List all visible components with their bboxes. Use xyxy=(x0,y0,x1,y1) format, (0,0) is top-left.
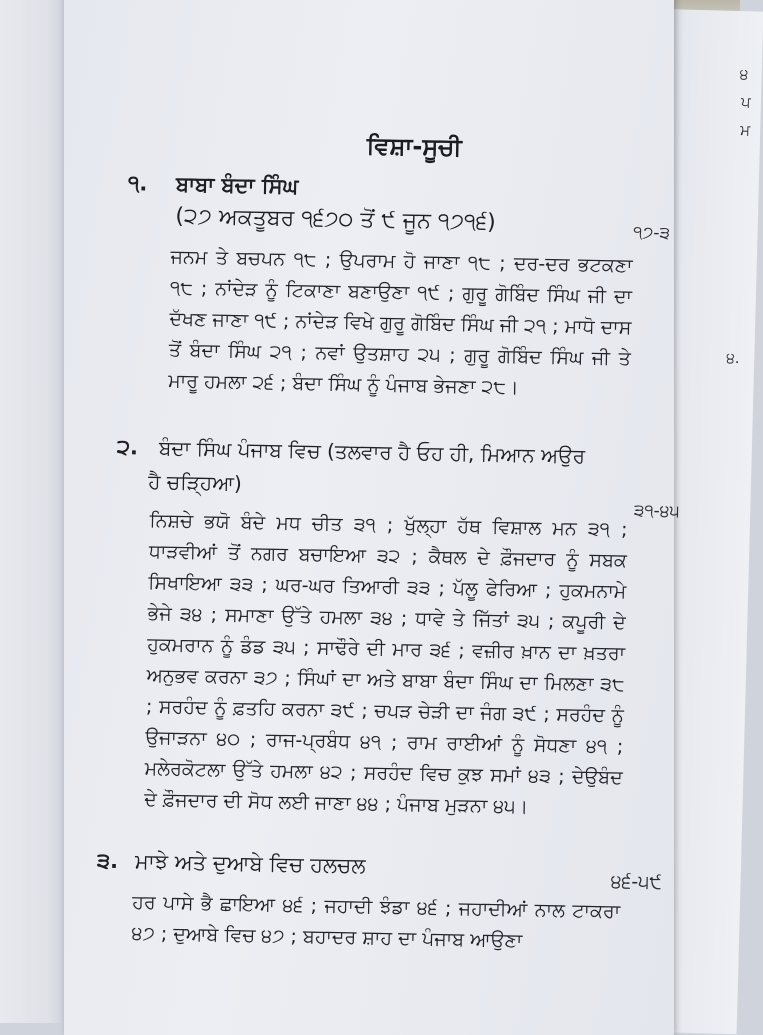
chapter-number: ੧. xyxy=(127,171,148,196)
next-page-fragment: ਮ xyxy=(740,121,751,140)
chapter-title: ਮਾਝੇ ਅਤੇ ਦੁਆਬੇ ਵਿਚ ਹਲਚਲ xyxy=(134,849,366,878)
chapter-page-range: ੪੬-੫੯ xyxy=(610,870,663,894)
chapter-page-range: ੧੭-੩ xyxy=(632,222,671,244)
page-title: ਵਿਸ਼ਾ-ਸੂਚੀ xyxy=(366,131,463,162)
chapter-title-continued: ਹੈ ਚੜ੍ਹਿਆ) xyxy=(148,469,242,496)
next-page-fragment: ੪ xyxy=(739,65,749,84)
chapter-contents: ਜਨਮ ਤੇ ਬਚਪਨ ੧੮ ; ਉਪਰਾਮ ਹੋ ਜਾਣਾ ੧੮ ; ਦਰ-ਦਰ ਭਟਕਣਾ ੧੮ ; ਨਾਂਦੇੜ ਨੂੰ ਟਿਕਾਣਾ ਬਣਾਉਣਾ ੧੯ ; ਗੁਰੂ ਗੋਬਿੰਦ ਸਿੰਘ ਜੀ ਦਾ ਦੱਖਣ ਜਾਣਾ ੧੯ ; ਨਾਂਦੇੜ ਵਿਖੇ ਗੁਰੂ ਗੋਬਿੰਦ ਸਿੰਘ ਜੀ ੨੧ ; ਮਾਧੋ ਦਾਸ ਤੋਂ ਬੰਦਾ ਸਿੰਘ ੨੧ ; ਨਵਾਂ ਉਤਸ਼ਾਹ ੨੫ ; ਗੁਰੂ ਗੋਬਿੰਦ ਸਿੰਘ ਜੀ ਤੇ ਮਾਰੂ ਹਮਲਾ ੨੬ ; ਬੰਦਾ ਸਿੰਘ ਨੂੰ ਪੰਜਾਬ ਭੇਜਣਾ ੨੮। xyxy=(168,245,633,399)
chapter-title: ਬੰਦਾ ਸਿੰਘ ਪੰਜਾਬ ਵਿਚ (ਤਲਵਾਰ ਹੈ ਓਹ ਹੀ, ਮਿਆਨ ਅਉਰ xyxy=(158,435,586,468)
chapter-number: ੨. xyxy=(116,434,139,460)
next-page-fragment: ੪. xyxy=(726,348,740,368)
chapter-date-range: (੨੭ ਅਕਤੂਬਰ ੧੬੭੦ ਤੋਂ ੯ ਜੂਨ ੧੭੧੬) xyxy=(175,204,496,236)
next-page-fragment: ਪ xyxy=(740,93,751,112)
chapter-contents: ਹਰ ਪਾਸੇ ਭੈ ਛਾਇਆ ੪੬ ; ਜਹਾਦੀ ਝੰਡਾ ੪੬ ; ਜਹਾਦੀਆਂ ਨਾਲ ਟਾਕਰਾ ੪੭ ; ਦੁਆਬੇ ਵਿਚ ੪੭ ; ਬਹਾਦਰ ਸ਼ਾਹ ਦਾ ਪੰਜਾਬ ਆਉਣਾ xyxy=(131,891,621,952)
chapter-page-range: ੩੧-੪੫ xyxy=(633,500,680,522)
chapter-contents: ਨਿਸ਼ਚੇ ਭਯੋ ਬੰਦੇ ਮਧ ਚੀਤ ੩੧ ; ਖੁੱਲ੍ਹਾ ਹੱਥ ਵਿਸ਼ਾਲ ਮਨ ੩੧ ; ਧਾੜਵੀਆਂ ਤੋਂ ਨਗਰ ਬਚਾਇਆ ੩੨ ; ਕੈਥਲ ਦੇ ਫ਼ੌਜਦਾਰ ਨੂੰ ਸਬਕ ਸਿਖਾਇਆ ੩੩ ; ਘਰ-ਘਰ ਤਿਆਰੀ ੩੩ ; ਪੱਲੂ ਫੇਰਿਆ ; ਹੁਕਮਨਾਮੇ ਭੇਜੇ ੩੪ ; ਸਮਾਣਾ ਉੱਤੇ ਹਮਲਾ ੩੪ ; ਧਾਵੇ ਤੇ ਜਿੱਤਾਂ ੩੫ ; ਕਪੂਰੀ ਦੇ ਹੁਕਮਰਾਨ ਨੂੰ ਡੰਡ ੩੫ ; ਸਾਢੌਰੇ ਦੀ ਮਾਰ ੩੬ ; ਵਜ਼ੀਰ ਖ਼ਾਨ ਦਾ ਖ਼ਤਰਾ ਅਨੁਭਵ ਕਰਨਾ ੩੭ ; ਸਿੰਘਾਂ ਦਾ ਅਤੇ ਬਾਬਾ ਬੰਦਾ ਸਿੰਘ ਦਾ ਮਿਲਣਾ ੩੮ ; ਸਰਹੰਦ ਨੂੰ ਫ਼ਤਹਿ ਕਰਨਾ ੩੯ ; ਚਪੜ ਚੇੜੀ ਦਾ ਜੰਗ ੩੯ ; ਸਰਹੰਦ ਨੂੰ ਉਜਾੜਨਾ ੪੦ ; ਰਾਜ-ਪ੍ਰਬੰਧ ੪੧ ; ਰਾਮ ਰਾਈਆਂ ਨੂੰ ਸੋਧਣਾ ੪੧ ; ਮਲੇਰਕੋਟਲਾ ਉੱਤੇ ਹਮਲਾ ੪੨ ; ਸਰਹੰਦ ਵਿਚ ਕੁਝ ਸਮਾਂ ੪੩ ; ਦੇਉਬੰਦ ਦੇ ਫ਼ੌਜਦਾਰ ਦੀ ਸੋਧ ਲਈ ਜਾਣਾ ੪੪ ; ਪੰਜਾਬ ਮੁੜਨਾ ੪੫। xyxy=(143,509,628,818)
chapter-title: ਬਾਬਾ ਬੰਦਾ ਸਿੰਘ xyxy=(175,172,299,199)
chapter-number: ੩. xyxy=(96,848,119,874)
